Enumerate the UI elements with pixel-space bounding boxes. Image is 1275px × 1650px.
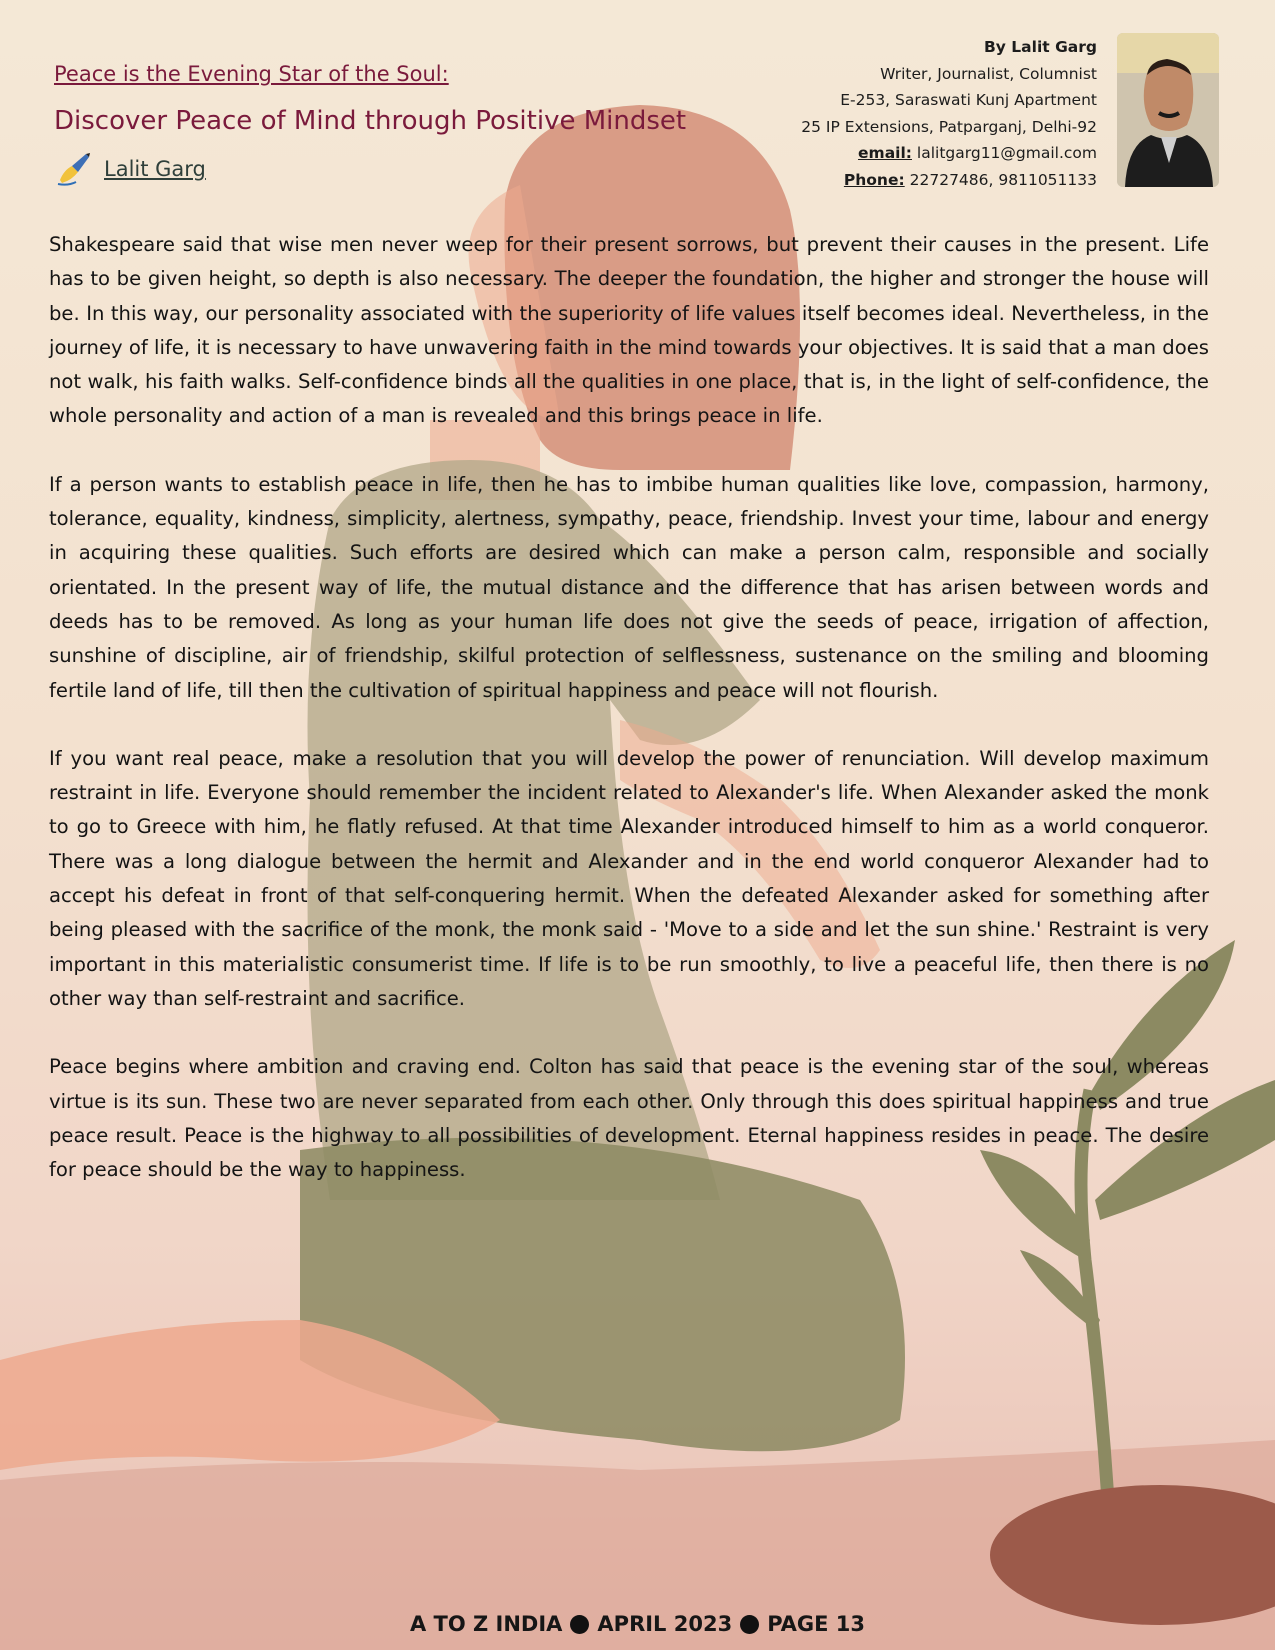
article-title: Discover Peace of Mind through Positive Mindset xyxy=(54,106,687,136)
email-value[interactable]: lalitgarg11@gmail.com xyxy=(916,144,1097,162)
writing-hand-icon xyxy=(54,150,92,188)
footer-issue: APRIL 2023 xyxy=(597,1612,733,1636)
byline-address-1: E-253, Saraswati Kunj Apartment xyxy=(840,91,1097,109)
bullet-dot-icon xyxy=(570,1615,589,1634)
article-kicker: Peace is the Evening Star of the Soul: xyxy=(54,62,449,86)
email-label: email: xyxy=(858,144,912,162)
author-byline xyxy=(801,34,1097,193)
article-paragraph: If you want real peace, make a resolution that you will develop the power of renunciation. Will develop maximum restraint in life. Everyone should remember the incident related to Alexander's life. When Alexander asked the monk to go to Greece with him, he flatly refused. At that time Alexander introduced himself to him as a world conqueror. There was a long dialogue between the hermit and Alexander and in the end world conqueror Alexander had to accept his defeat in front of that self-conquering hermit. When the defeated Alexander asked for something after being pleased with the sacrifice of the monk, the monk said - 'Move to a side and let the sun shine.' Restraint is very important in this materialistic consumerist time. If life is to be run smoothly, to live a peaceful life, then there is no other way than self-restraint and sacrifice. xyxy=(49,746,1209,1010)
author-name[interactable]: Lalit Garg xyxy=(104,157,206,181)
byline-name: By Lalit Garg xyxy=(983,38,1097,56)
author-photo xyxy=(1117,33,1219,187)
author-line xyxy=(54,150,734,188)
article-body xyxy=(49,228,1209,1221)
article-paragraph: If a person wants to establish peace in life, then he has to imbibe human qualities like love, compassion, harmony, tolerance, equality, kindness, simplicity, alertness, sympathy, peace, friendship. Invest your time, labour and energy in acquiring these qualities. Such efforts are desired which can make a person calm, responsible and socially orientated. In the present way of life, the mutual distance and the difference that has arisen between words and deeds has to be removed. As long as your human life does not give the seeds of peace, irrigation of affection, sunshine of discipline, air of friendship, skilful protection of selflessness, sustenance on the smiling and blooming fertile land of life, till then the cultivation of spiritual happiness and peace will not flourish. xyxy=(49,472,1209,702)
article-paragraph: Peace begins where ambition and craving end. Colton has said that peace is the evening star of the soul, whereas virtue is its sun. These two are never separated from each other. Only through this does spiritual happiness and true peace result. Peace is the highway to all possibilities of development. Eternal happiness resides in peace. The desire for peace should be the way to happiness. xyxy=(49,1055,1209,1182)
byline-role: Writer, Journalist, Columnist xyxy=(880,64,1097,83)
article-paragraph: Shakespeare said that wise men never weep for their present sorrows, but prevent their causes in the present. Life has to be given height, so depth is also necessary. The deeper the foundation, the higher and stronger the house will be. In this way, our personality associated with the superiority of life values itself becomes ideal. Nevertheless, in the journey of life, it is necessary to have unwavering faith in the mind towards your objectives. It is said that a man does not walk, his faith walks. Self-confidence binds all the qualities in one place, that is, in the light of self-confidence, the whole personality and action of a man is revealed and this brings peace in life. xyxy=(49,233,1209,428)
footer-page-number: PAGE 13 xyxy=(767,1612,866,1636)
byline-address-2: 25 IP Extensions, Patparganj, Delhi-92 xyxy=(801,117,1097,136)
bullet-dot-icon xyxy=(740,1615,759,1634)
byline-email-row xyxy=(801,140,1097,167)
page-footer xyxy=(0,1612,1275,1636)
phone-value: 22727486, 9811051133 xyxy=(909,170,1097,189)
phone-label: Phone: xyxy=(843,170,905,189)
byline-phone-row xyxy=(801,167,1097,194)
footer-magazine: A TO Z INDIA xyxy=(409,1612,563,1636)
article-header xyxy=(54,62,734,188)
